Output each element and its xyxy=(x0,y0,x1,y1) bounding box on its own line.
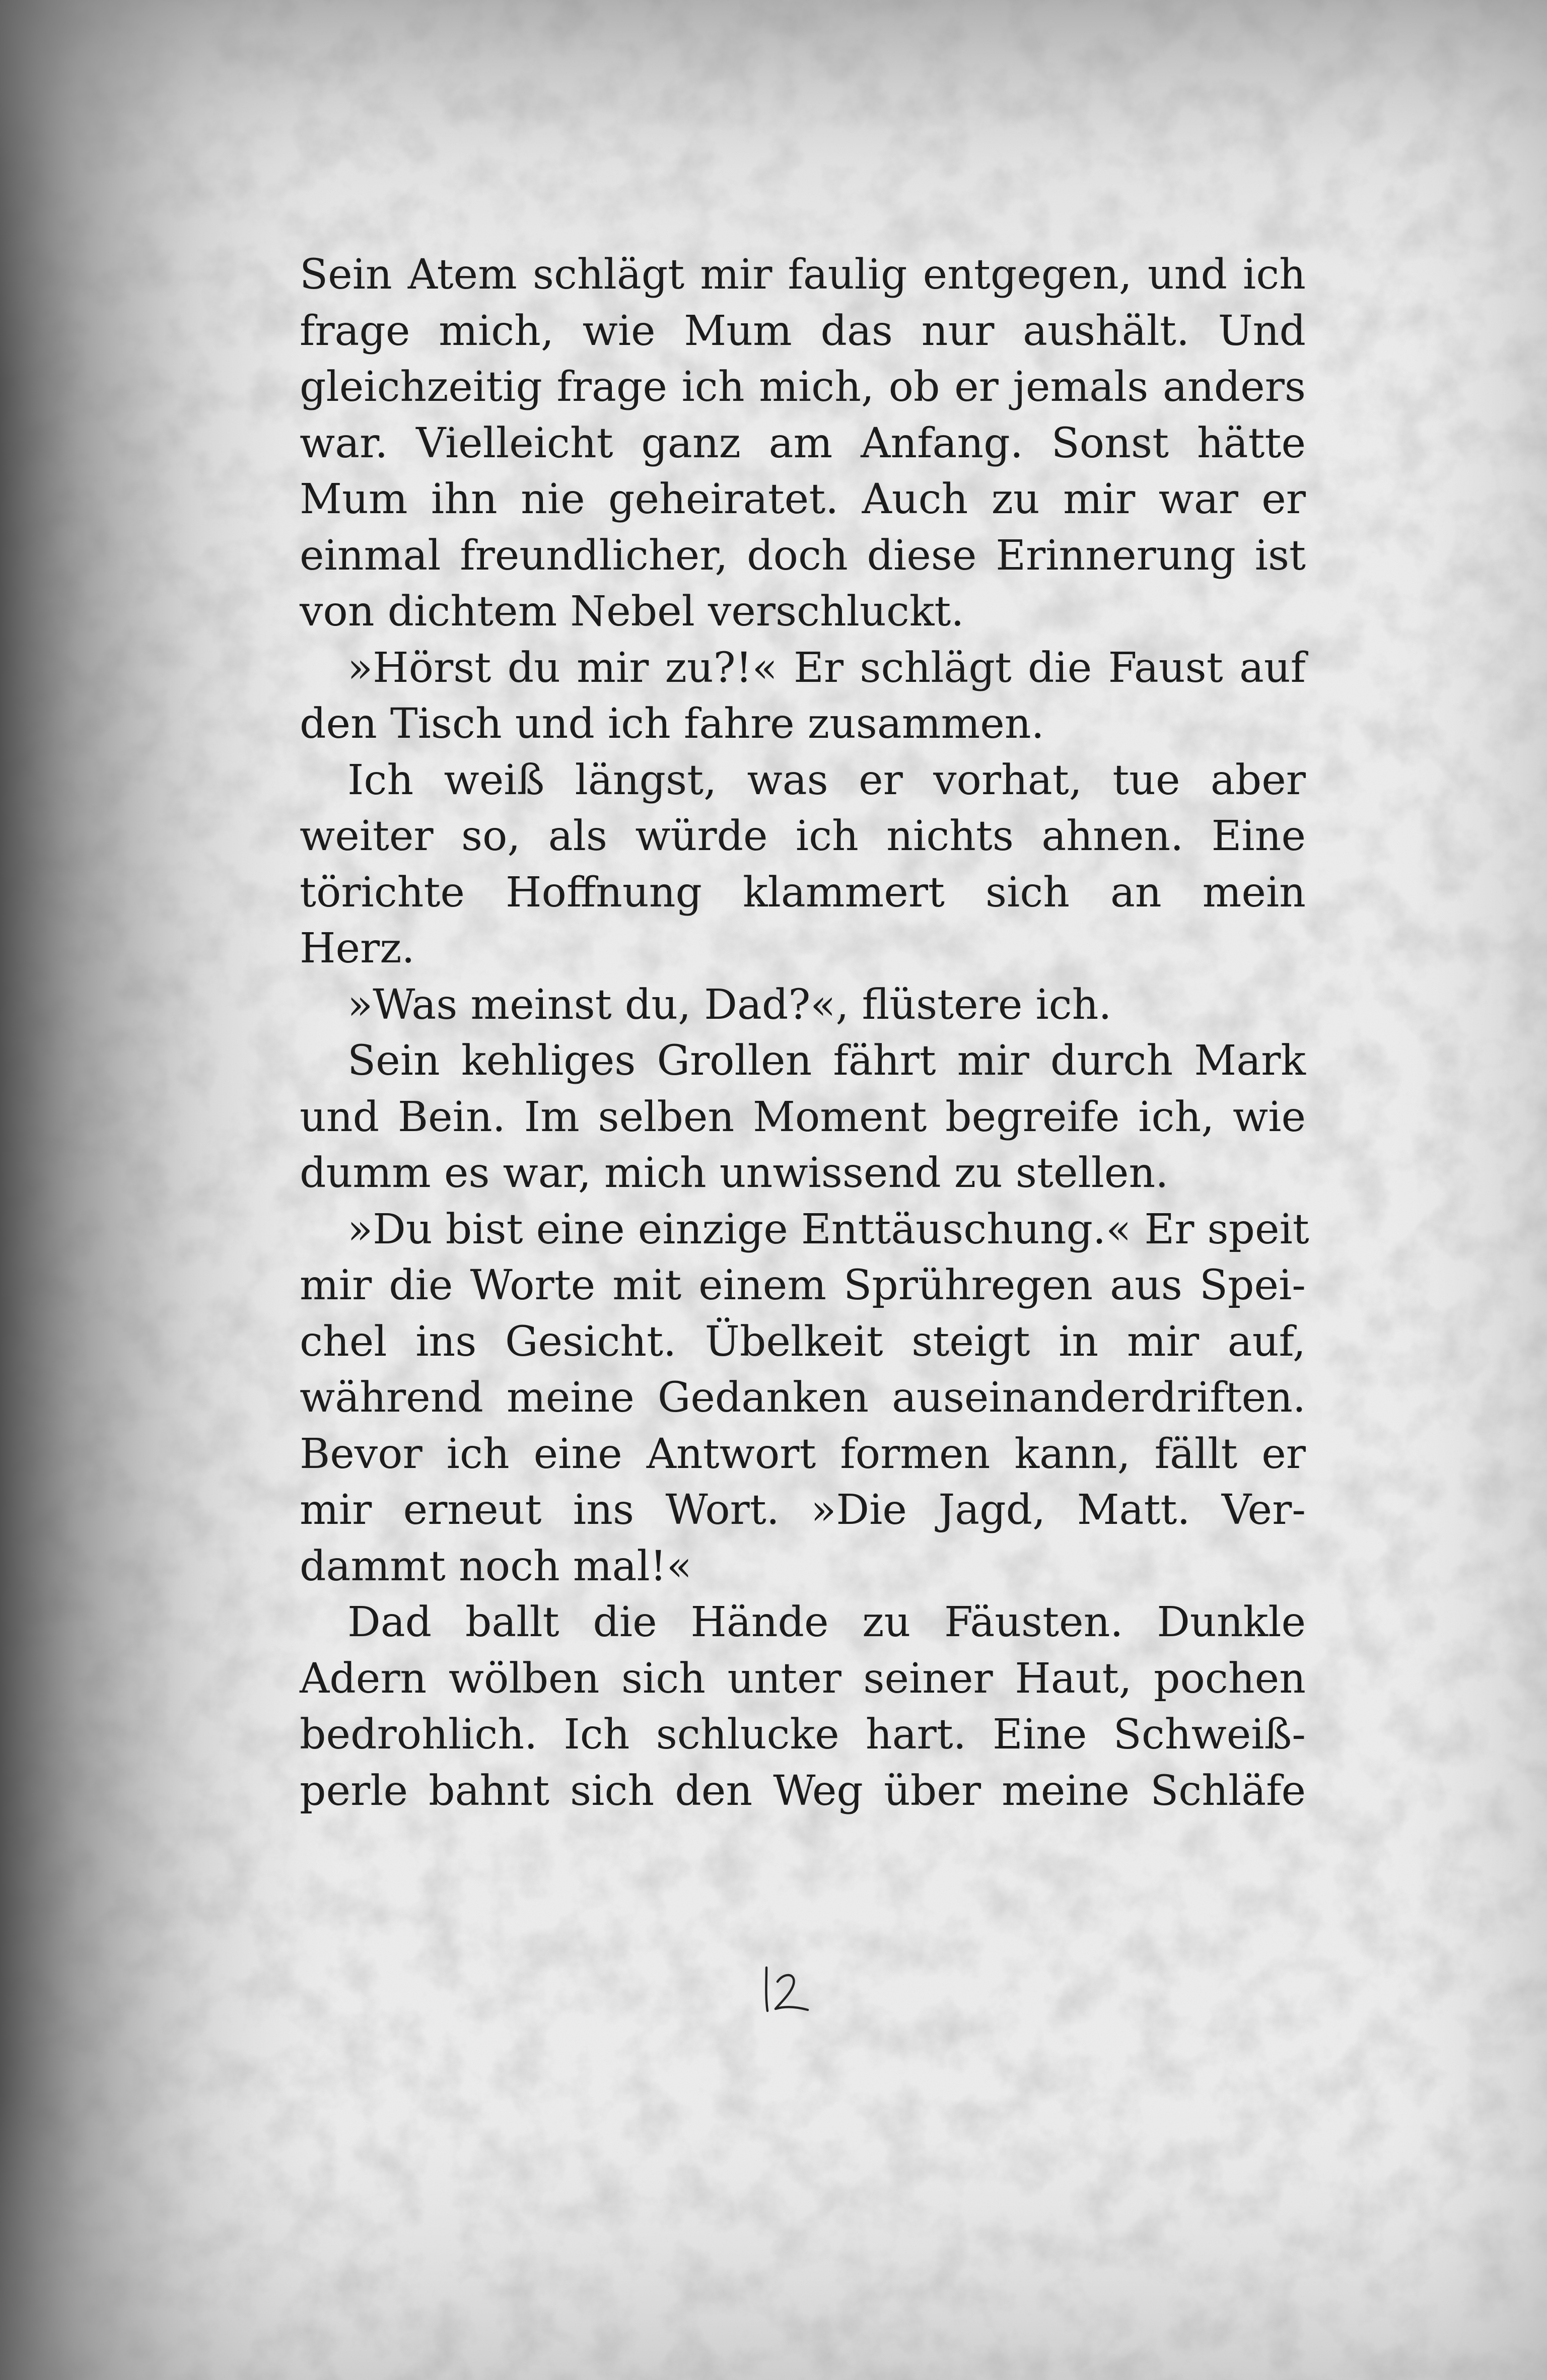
text-line: dumm es war, mich unwissend zu stellen. xyxy=(300,1149,1169,1197)
text-line: »Du bist eine einzige Enttäuschung.« Er speit xyxy=(347,1205,1309,1253)
text-line: Ich weiß längst, was er vorhat, tue aber xyxy=(347,756,1306,804)
text-line: während meine Gedanken auseinanderdriften. xyxy=(300,1374,1306,1422)
text-line: Mum ihn nie geheiratet. Auch zu mir war er xyxy=(300,475,1306,523)
text-line: gleichzeitig frage ich mich, ob er jemals anders xyxy=(300,363,1306,411)
paragraph xyxy=(300,1033,1306,1202)
text-line: Sein Atem schlägt mir faulig entgegen, und ich xyxy=(300,251,1306,299)
text-line: einmal freundlicher, doch diese Erinnerung ist xyxy=(300,531,1306,580)
paragraph xyxy=(300,1594,1306,1819)
page-number xyxy=(755,1962,816,2017)
text-line: frage mich, wie Mum das nur aushält. Und xyxy=(300,307,1306,355)
text-line: mir die Worte mit einem Sprühregen aus Spei- xyxy=(300,1262,1306,1309)
text-line: perle bahnt sich den Weg über meine Schläfe xyxy=(300,1767,1306,1815)
text-line: törichte Hoffnung klammert sich an mein xyxy=(300,868,1306,917)
paragraph xyxy=(300,752,1306,977)
paragraph xyxy=(300,1202,1309,1595)
text-line: und Bein. Im selben Moment begreife ich, wie xyxy=(300,1093,1306,1141)
text-line: bedrohlich. Ich schlucke hart. Eine Schweiß- xyxy=(300,1711,1306,1759)
text-line: Bevor ich eine Antwort formen kann, fällt er xyxy=(300,1430,1306,1478)
paragraph xyxy=(300,977,1306,1033)
text-line: Herz. xyxy=(300,925,415,972)
text-line: war. Vielleicht ganz am Anfang. Sonst hätte xyxy=(300,419,1306,467)
text-line: dammt noch mal!« xyxy=(300,1542,692,1590)
text-line: Dad ballt die Hände zu Fäusten. Dunkle xyxy=(347,1598,1306,1646)
text-line: Adern wölben sich unter seiner Haut, pochen xyxy=(300,1654,1306,1703)
text-line: weiter so, als würde ich nichts ahnen. Eine xyxy=(300,812,1306,860)
text-line: »Hörst du mir zu?!« Er schlägt die Faust auf xyxy=(347,644,1306,692)
paragraph xyxy=(300,640,1306,752)
text-line: von dichtem Nebel verschluckt. xyxy=(300,588,964,636)
text-line: mir erneut ins Wort. »Die Jagd, Matt. Ver- xyxy=(300,1486,1306,1534)
text-line: den Tisch und ich fahre zusammen. xyxy=(300,700,1044,748)
text-line: chel ins Gesicht. Übelkeit steigt in mir auf, xyxy=(300,1317,1306,1366)
text-line: »Was meinst du, Dad?«, flüstere ich. xyxy=(347,981,1112,1029)
text-line: Sein kehliges Grollen fährt mir durch Mark xyxy=(347,1037,1306,1085)
paragraph xyxy=(300,247,1306,640)
story-text xyxy=(300,247,1309,1819)
